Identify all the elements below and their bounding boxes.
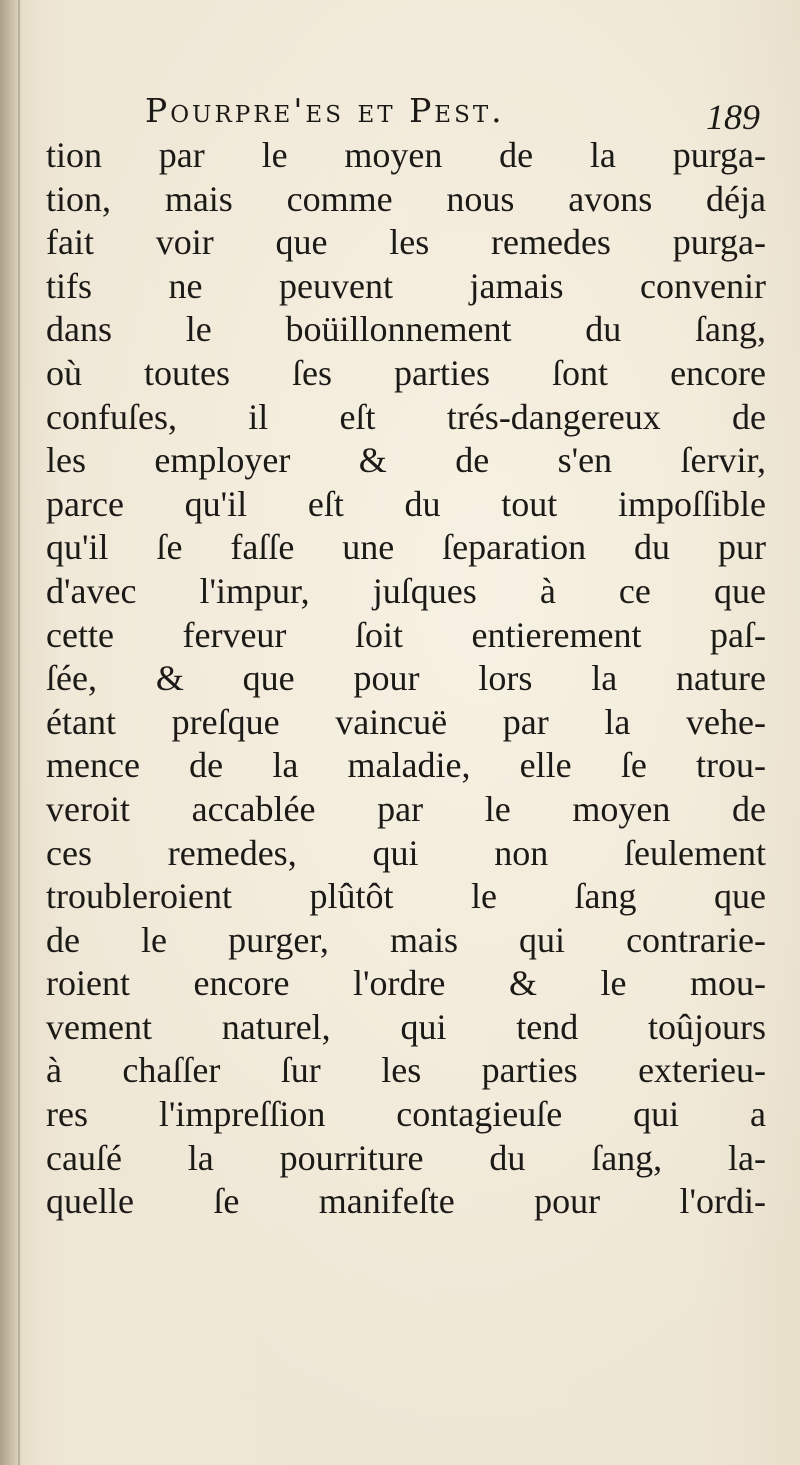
page-edge <box>18 0 20 1465</box>
text-line: cauſé la pourriture du ſang, la- <box>46 1137 766 1178</box>
page-number: 189 <box>706 97 760 137</box>
text-line: confuſes, il eſt trés-dangereux de <box>46 396 766 437</box>
text-line: tifs ne peuvent jamais convenir <box>46 265 766 306</box>
text-line: dans le boüillonnement du ſang, <box>46 309 766 350</box>
text-line: ces remedes, qui non ſeulement <box>46 832 766 873</box>
text-line: d'avec l'impur, juſques à ce que <box>46 570 766 611</box>
text-line: étant preſque vaincuë par la vehe- <box>46 701 766 742</box>
text-line: quelle ſe manifeſte pour l'ordi- <box>46 1181 766 1222</box>
text-line: parce qu'il eſt du tout impoſſible <box>46 483 766 524</box>
text-line: où toutes ſes parties ſont encore <box>46 352 766 393</box>
text-line: roient encore l'ordre & le mou- <box>46 963 766 1004</box>
text-line: les employer & de s'en ſervir, <box>46 440 766 481</box>
text-line: veroit accablée par le moyen de <box>46 788 766 829</box>
text-line: ſée, & que pour lors la nature <box>46 658 766 699</box>
text-line: vement naturel, qui tend toûjours <box>46 1006 766 1047</box>
text-line: res l'impreſſion contagieuſe qui a <box>46 1094 766 1135</box>
running-title: Pourpre'es et Pest. <box>145 91 505 130</box>
text-line: qu'il ſe faſſe une ſeparation du pur <box>46 527 766 568</box>
text-line: fait voir que les remedes purga- <box>46 222 766 263</box>
text-line: à chaſſer ſur les parties exterieu- <box>46 1050 766 1091</box>
text-line: tion, mais comme nous avons déja <box>46 178 766 219</box>
text-line: mence de la maladie, elle ſe trou- <box>46 745 766 786</box>
body-text <box>46 134 766 1224</box>
text-line: de le purger, mais qui contrarie- <box>46 919 766 960</box>
text-line: troubleroient plûtôt le ſang que <box>46 876 766 917</box>
text-line: cette ferveur ſoit entierement paſ- <box>46 614 766 655</box>
text-line: tion par le moyen de la purga- <box>46 135 766 175</box>
